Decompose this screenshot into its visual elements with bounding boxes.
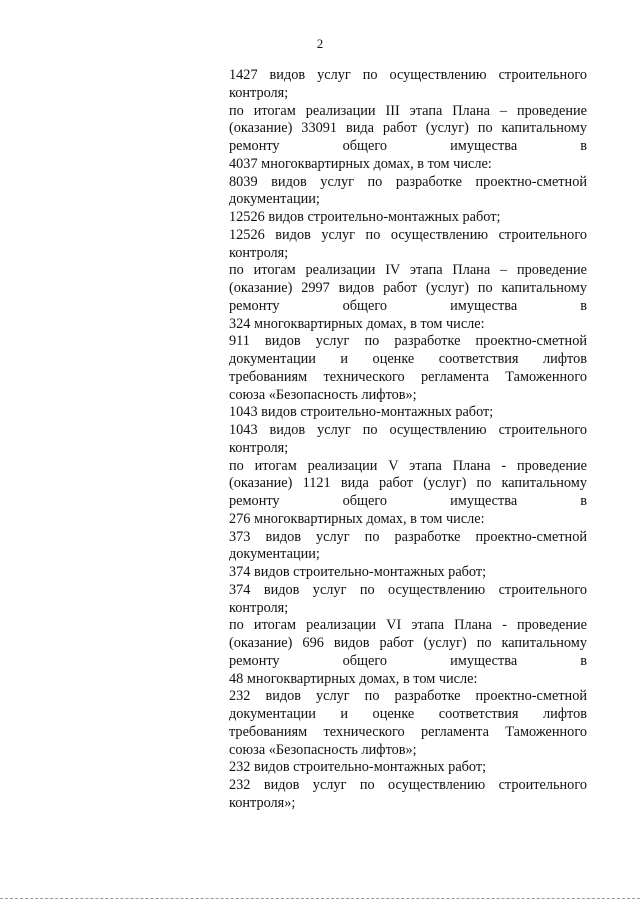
text-line: (оказание) 33091 вида работ (услуг) по капитальному	[229, 120, 587, 137]
text-line: требованиям технического регламента Таможенного	[229, 368, 587, 385]
text-line: 48 многоквартирных домах, в том числе:	[229, 670, 478, 687]
text-line: 911 видов услуг по разработке проектно-сметной	[229, 333, 587, 350]
text-line: 1043 видов услуг по осуществлению строительного	[229, 422, 587, 438]
text-line: по итогам реализации III этапа Плана – проведение	[229, 102, 587, 119]
text-line: документации и оценке соответствия лифтов	[229, 351, 587, 367]
text-line: контроля»;	[229, 794, 296, 811]
text-line: союза «Безопасность лифтов»;	[229, 741, 417, 758]
text-line: контроля;	[229, 244, 289, 261]
text-line: союза «Безопасность лифтов»;	[229, 386, 417, 403]
text-line: 4037 многоквартирных домах, в том числе:	[229, 155, 492, 172]
text-line: 374 видов строительно-монтажных работ;	[229, 564, 487, 580]
text-line: документации и оценке соответствия лифтов	[229, 706, 587, 722]
document-body	[229, 67, 587, 813]
text-line: (оказание) 696 видов работ (услуг) по капитальному	[229, 635, 587, 651]
text-line: (оказание) 2997 видов работ (услуг) по капитальному	[229, 280, 587, 296]
text-line: (оказание) 1121 вида работ (услуг) по капитальному	[229, 475, 587, 492]
text-line: документации;	[229, 191, 320, 208]
text-line: контроля;	[229, 439, 289, 456]
text-line: ремонту общего имущества в	[229, 493, 587, 509]
text-line: 12526 видов услуг по осуществлению строительного	[229, 226, 587, 243]
text-line: по итогам реализации VI этапа Плана - проведение	[229, 617, 587, 634]
text-line: 232 видов услуг по осуществлению строительного	[229, 777, 587, 793]
bottom-scan-line	[0, 898, 640, 899]
text-line: по итогам реализации V этапа Плана - проведение	[229, 457, 587, 474]
text-line: 8039 видов услуг по разработке проектно-сметной	[229, 173, 587, 190]
text-line: документации;	[229, 546, 320, 563]
text-line: 232 видов строительно-монтажных работ;	[229, 759, 487, 776]
text-line: ремонту общего имущества в	[229, 297, 587, 314]
text-line: ремонту общего имущества в	[229, 138, 587, 154]
text-line: 373 видов услуг по разработке проектно-сметной	[229, 528, 587, 545]
text-line: 232 видов услуг по разработке проектно-сметной	[229, 688, 587, 705]
text-line: по итогам реализации IV этапа Плана – проведение	[229, 262, 587, 279]
text-line: ремонту общего имущества в	[229, 652, 587, 669]
page-number: 2	[316, 36, 324, 51]
text-line: 276 многоквартирных домах, в том числе:	[229, 510, 485, 527]
text-line: контроля;	[229, 599, 289, 616]
text-line: 1427 видов услуг по осуществлению строительного	[229, 67, 587, 83]
text-line: 324 многоквартирных домах, в том числе:	[229, 315, 485, 332]
text-line: требованиям технического регламента Таможенного	[229, 723, 587, 740]
text-line: 1043 видов строительно-монтажных работ;	[229, 404, 494, 421]
text-line: контроля;	[229, 84, 289, 101]
text-line: 374 видов услуг по осуществлению строительного	[229, 581, 587, 598]
text-line: 12526 видов строительно-монтажных работ;	[229, 209, 501, 225]
